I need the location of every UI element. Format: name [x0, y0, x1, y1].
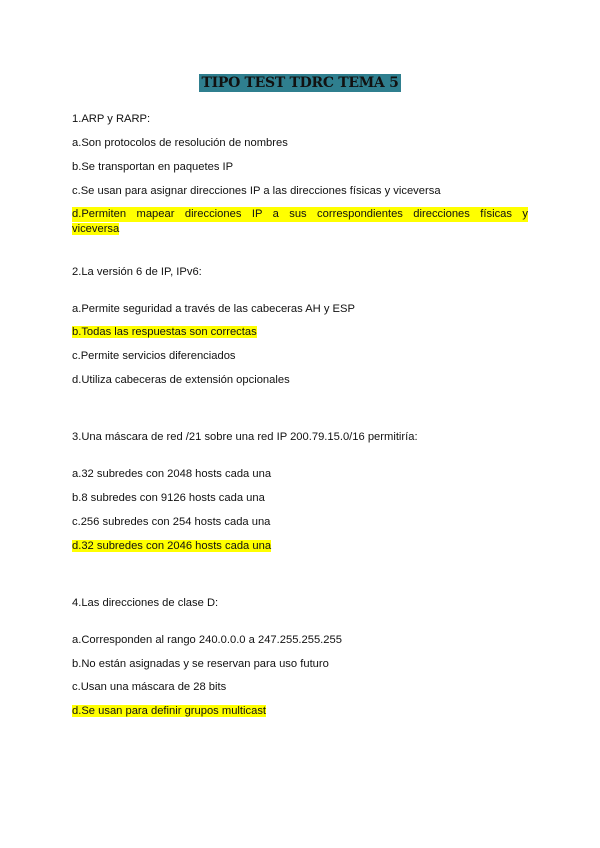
q4-option-b: b.No están asignadas y se reservan para uso futuro: [72, 658, 329, 670]
question-4: 4.Las direcciones de clase D:: [72, 597, 219, 609]
q2-option-b: [72, 325, 528, 340]
q1-option-d-line2: viceversa: [72, 223, 120, 235]
question-3: 3.Una máscara de red /21 sobre una red IP 200.79.15.0/16 permitiría:: [72, 431, 418, 443]
q1-option-d: [72, 207, 528, 222]
q2-option-c: c.Permite servicios diferenciados: [72, 350, 236, 362]
q1-option-d-cont: [72, 222, 528, 237]
q3-option-a: a.32 subredes con 2048 hosts cada una: [72, 468, 272, 480]
question-1: 1.ARP y RARP:: [72, 113, 151, 125]
q1-option-b: b.Se transportan en paquetes IP: [72, 161, 234, 173]
q2-option-a: a.Permite seguridad a través de las cabeceras AH y ESP: [72, 303, 355, 315]
q1-option-a: a.Son protocolos de resolución de nombres: [72, 137, 288, 149]
q4-option-d-text: d.Se usan para definir grupos multicast: [72, 705, 267, 717]
q1-option-c: c.Se usan para asignar direcciones IP a las direcciones físicas y viceversa: [72, 185, 441, 197]
q4-option-d: [72, 704, 528, 719]
q3-option-d-text: d.32 subredes con 2046 hosts cada una: [72, 540, 272, 552]
q2-option-b-text: b.Todas las respuestas son correctas: [72, 326, 257, 338]
question-2: 2.La versión 6 de IP, IPv6:: [72, 266, 202, 278]
title-wrapper: [0, 74, 600, 92]
q2-option-d: d.Utiliza cabeceras de extensión opcionales: [72, 374, 290, 386]
q3-option-c: c.256 subredes con 254 hosts cada una: [72, 516, 271, 528]
q4-option-c: c.Usan una máscara de 28 bits: [72, 681, 227, 693]
q3-option-b: b.8 subredes con 9126 hosts cada una: [72, 492, 265, 504]
document-title: TIPO TEST TDRC TEMA 5: [201, 75, 399, 91]
q4-option-a: a.Corresponden al rango 240.0.0.0 a 247.255.255.255: [72, 634, 342, 646]
q3-option-d: [72, 539, 528, 554]
q1-option-d-line1: d.Permiten mapear direcciones IP a sus correspondientes direcciones físicas y: [72, 208, 528, 220]
